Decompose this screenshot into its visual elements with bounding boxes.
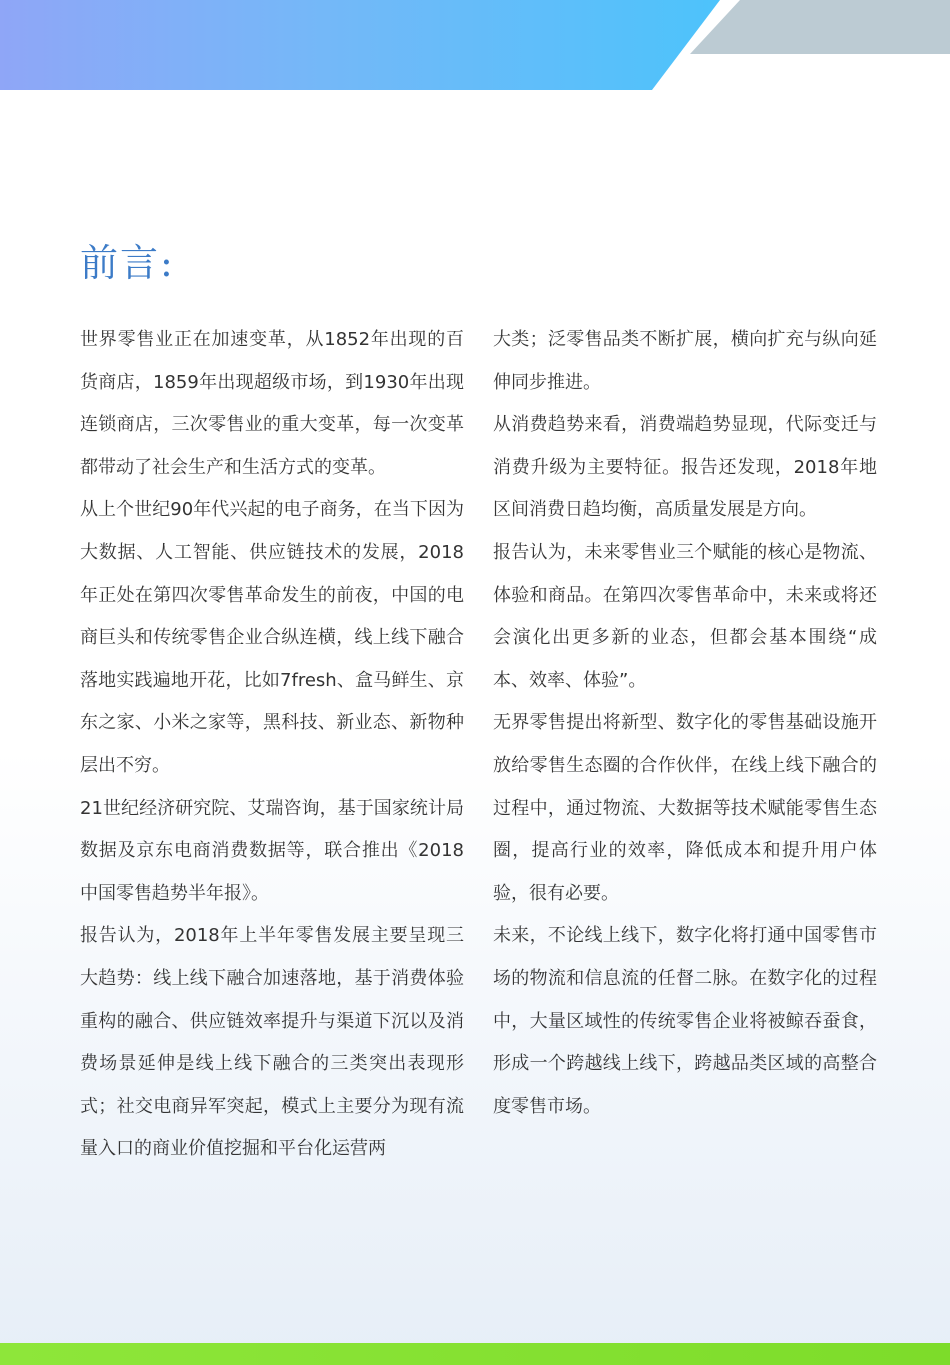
paragraph: 报告认为，未来零售业三个赋能的核心是物流、体验和商品。在第四次零售革命中，未来或将还会演化出更多新的业态，但都会基本围绕“成本、效率、体验”。: [493, 541, 877, 691]
page-title: 前言:: [80, 241, 175, 285]
right-text-column: [493, 319, 877, 1128]
paragraph: 21世纪经济研究院、艾瑞咨询，基于国家统计局数据及京东电商消费数据等，联合推出《2018中国零售趋势半年报》。: [80, 797, 464, 904]
paragraph: 世界零售业正在加速变革，从1852年出现的百货商店，1859年出现超级市场，到1930年出现连锁商店，三次零售业的重大变革，每一次变革都带动了社会生产和生活方式的变革。: [80, 329, 464, 478]
paragraph: 从消费趋势来看，消费端趋势显现，代际变迁与消费升级为主要特征。报告还发现，2018年地区间消费日趋均衡，高质量发展是方向。: [493, 414, 877, 521]
paragraph: 报告认为，2018年上半年零售发展主要呈现三大趋势：线上线下融合加速落地，基于消费体验重构的融合、供应链效率提升与渠道下沉以及消费场景延伸是线上线下融合的三类突出表现形式；社交电商异军突起，模式上主要分为现有流量入口的商业价值挖掘和平台化运营两: [80, 925, 464, 1160]
footer-green-band: [0, 1343, 950, 1365]
paragraph: 未来，不论线上线下，数字化将打通中国零售市场的物流和信息流的任督二脉。在数字化的过程中，大量区域性的传统零售企业将被鲸吞蚕食，形成一个跨越线上线下，跨越品类区域的高整合度零售市场。: [493, 925, 877, 1117]
paragraph: 无界零售提出将新型、数字化的零售基础设施开放给零售生态圈的合作伙伴，在线上线下融合的过程中，通过物流、大数据等技术赋能零售生态圈，提高行业的效率，降低成本和提升用户体验，很有必要。: [493, 712, 877, 904]
paragraph: 大类；泛零售品类不断扩展，横向扩充与纵向延伸同步推进。: [493, 329, 877, 393]
paragraph: 从上个世纪90年代兴起的电子商务，在当下因为大数据、人工智能、供应链技术的发展，2018年正处在第四次零售革命发生的前夜，中国的电商巨头和传统零售企业合纵连横，线上线下融合落地实践遍地开花，比如7fresh、盒马鲜生、京东之家、小米之家等，黑科技、新业态、新物种层出不穷。: [80, 499, 464, 776]
header-grey-accent: [690, 0, 950, 54]
left-text-column: [80, 319, 464, 1171]
header-gradient-band: [0, 0, 720, 90]
